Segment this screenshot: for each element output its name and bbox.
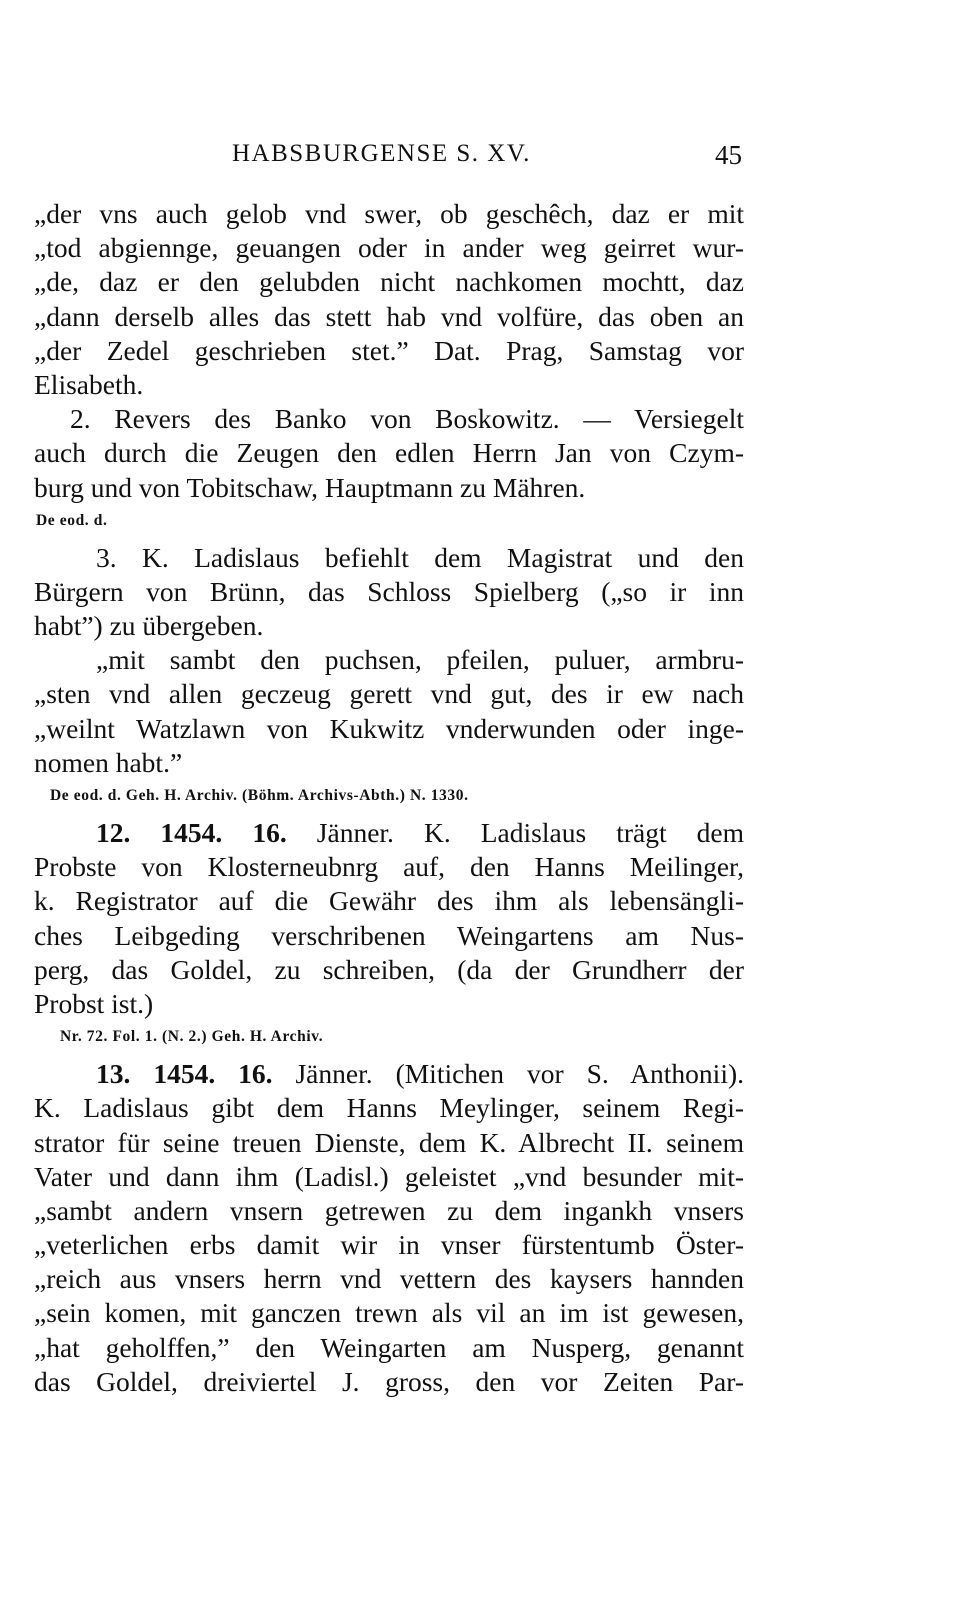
text-line: habt”) zu übergeben.: [34, 610, 264, 642]
text-line: „mit sambt den puchsen, pfeilen, puluer, armbru-: [96, 644, 744, 676]
text-line: Bürgern von Brünn, das Schloss Spielberg („so ir inn: [34, 575, 744, 607]
paragraph-item-3: [34, 541, 744, 644]
text-line: strator für seine treuen Dienste, dem K. Albrecht II. seinem: [34, 1126, 744, 1158]
text-line: „dann derselb alles das stett hab vnd volfüre, das oben an: [34, 300, 744, 332]
text-line: burg und von Tobitschaw, Hauptmann zu Mähren.: [34, 471, 586, 503]
source-citation: De eod. d.: [36, 511, 108, 529]
text-line: „der vns auch gelob vnd swer, ob geschêch, daz er mit: [34, 198, 744, 229]
text-line: „weilnt Watzlawn von Kukwitz vnderwunden oder inge-: [34, 712, 744, 744]
text-line: k. Registrator auf die Gewähr des ihm als lebensängli-: [34, 885, 744, 917]
entry-first-line: [34, 816, 744, 850]
text-line: „tod abgiennge, geuangen oder in ander weg geirret wur-: [34, 232, 744, 264]
text-line: Vater und dann ihm (Ladisl.) geleistet „vnd besunder mit-: [34, 1160, 744, 1192]
entry-number-date: 12. 1454. 16.: [96, 817, 287, 848]
source-citation: Nr. 72. Fol. 1. (N. 2.) Geh. H. Archiv.: [60, 1028, 324, 1046]
text-line: „veterlichen erbs damit wir in vnser fürstentumb Öster-: [34, 1229, 744, 1261]
page-body: [34, 197, 744, 1399]
text-line: K. Ladislaus gibt dem Hanns Meylinger, seinem Regi-: [34, 1092, 744, 1124]
text-line: Probst ist.): [34, 987, 154, 1019]
entry-text: Jänner. (Mitichen vor S. Anthonii).: [272, 1058, 744, 1090]
running-title: HABSBURGENSE S. XV.: [232, 140, 531, 167]
paragraph-item-2: [34, 402, 744, 505]
text-line: Probste von Klosterneubnrg auf, den Hanns Meilinger,: [34, 851, 744, 883]
text-line: „de, daz er den gelubden nicht nachkomen mochtt, daz: [34, 266, 744, 298]
text-line: ches Leibgeding verschribenen Weingartens am Nus-: [34, 919, 744, 951]
text-line: „hat geholffen,” den Weingarten am Nusperg, genannt: [34, 1331, 744, 1363]
text-line: perg, das Goldel, zu schreiben, (da der Grundherr der: [34, 953, 744, 985]
page-header: [232, 140, 742, 180]
text-line: „sein komen, mit ganczen trewn als vil an im ist gewesen,: [34, 1297, 744, 1329]
entry-13: [34, 1057, 744, 1399]
text-line: „sten vnd allen geczeug gerett vnd gut, des ir ew nach: [34, 678, 744, 710]
page-number: 45: [715, 140, 742, 170]
text-line: „reich aus vnsers herrn vnd vettern des kaysers hannden: [34, 1263, 744, 1295]
text-line: auch durch die Zeugen den edlen Herrn Jan von Czym-: [34, 437, 744, 469]
entry-first-line: [34, 1057, 744, 1091]
paragraph-continuation: [34, 197, 744, 402]
entry-text: Jänner. K. Ladislaus trägt dem: [286, 817, 745, 848]
entry-number-date: 13. 1454. 16.: [96, 1058, 273, 1090]
text-line: Elisabeth.: [34, 368, 144, 400]
source-citation: De eod. d. Geh. H. Archiv. (Böhm. Archivs-Abth.) N. 1330.: [50, 787, 469, 804]
text-line: 3. K. Ladislaus befiehlt dem Magistrat und den: [96, 541, 744, 573]
text-line: „sambt andern vnsern getrewen zu dem ingankh vnsers: [34, 1194, 744, 1226]
text-line: nomen habt.”: [34, 746, 183, 778]
text-line: 2. Revers des Banko von Boskowitz. — Versiegelt: [70, 403, 744, 435]
text-line: das Goldel, dreiviertel J. gross, den vor Zeiten Par-: [34, 1365, 744, 1397]
entry-12: [34, 816, 744, 1021]
paragraph-quote: [34, 643, 744, 780]
text-line: „der Zedel geschrieben stet.” Dat. Prag, Samstag vor: [34, 334, 744, 366]
